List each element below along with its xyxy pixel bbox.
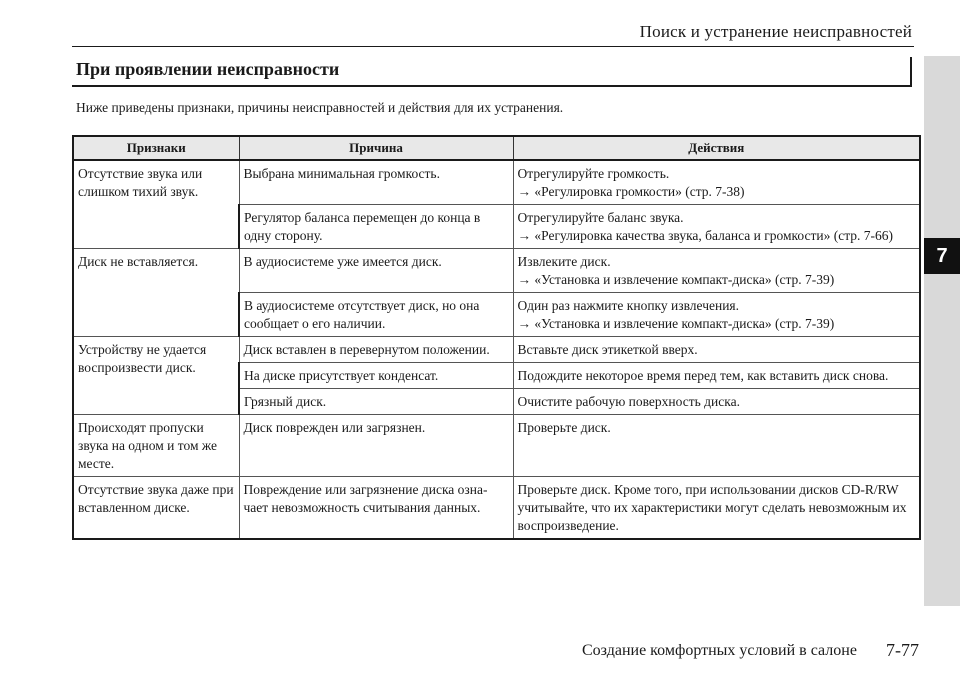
action-line: Отрегулируйте громкость.	[517, 166, 670, 181]
cause-cell: Диск вставлен в перевернутом положении.	[239, 337, 513, 363]
troubleshooting-table	[72, 135, 921, 540]
cause-cell: В аудиосистеме отсутствует диск, но она сообщает о его наличии.	[239, 293, 513, 337]
action-line: Проверьте диск. Кроме того, при использовании дисков CD-R/RW учитывайте, что их характеристики могут сделать невозможным их воспроизведение.	[517, 482, 907, 533]
column-header-cause: Причина	[239, 136, 513, 160]
cause-cell: На диске присутствует конденсат.	[239, 363, 513, 389]
cause-cell: Диск поврежден или загрязнен.	[239, 415, 513, 477]
action-line: Отрегулируйте баланс звука.	[517, 210, 684, 225]
action-cell	[513, 415, 920, 477]
symptom-cell: Происходят пропуски звука на одном и том же месте.	[73, 415, 239, 477]
table-row	[73, 337, 920, 363]
table-row	[73, 415, 920, 477]
intro-paragraph: Ниже приведены признаки, причины неисправностей и действия для их устранения.	[76, 100, 564, 115]
table-row	[73, 477, 920, 540]
footer-chapter-title: Создание комфортных условий в салоне	[582, 642, 857, 659]
action-reference: → «Регулировка громкости» (стр. 7-38)	[517, 184, 745, 199]
action-reference: → «Установка и извлечение компакт-диска» (стр. 7-39)	[517, 316, 835, 331]
action-line: Вставьте диск этикеткой вверх.	[517, 342, 698, 357]
action-line: Подождите некоторое время перед тем, как вставить диск снова.	[517, 368, 889, 383]
page-number: 7-77	[886, 640, 919, 660]
section-title: При проявлении неисправности	[76, 59, 340, 79]
action-cell	[513, 477, 920, 540]
cause-cell: Повреждение или загрязнение диска озна-чает невозможность считывания данных.	[239, 477, 513, 540]
cause-cell: В аудиосистеме уже имеется диск.	[239, 249, 513, 293]
table-header-row	[73, 136, 920, 160]
action-cell	[513, 293, 920, 337]
action-cell	[513, 205, 920, 249]
cause-cell: Регулятор баланса перемещен до конца в одну сторону.	[239, 205, 513, 249]
chapter-side-tab	[924, 56, 960, 606]
chapter-number: 7	[924, 238, 960, 274]
action-cell	[513, 160, 920, 205]
action-cell	[513, 249, 920, 293]
cause-cell: Выбрана минимальная громкость.	[239, 160, 513, 205]
symptom-cell: Отсутствие звука или слишком тихий звук.	[73, 160, 239, 249]
action-cell	[513, 389, 920, 415]
table-row	[73, 160, 920, 205]
header-divider	[72, 46, 914, 47]
action-line: Извлеките диск.	[517, 254, 611, 269]
column-header-symptoms: Признаки	[73, 136, 239, 160]
symptom-cell: Устройству не удается воспроизвести диск.	[73, 337, 239, 415]
action-cell	[513, 363, 920, 389]
action-line: Очистите рабочую поверхность диска.	[517, 394, 740, 409]
running-header: Поиск и устранение неисправностей	[639, 22, 912, 41]
action-reference: → «Регулировка качества звука, баланса и громкости» (стр. 7-66)	[517, 228, 894, 243]
symptom-cell: Отсутствие звука даже при вставленном диске.	[73, 477, 239, 540]
table-row	[73, 249, 920, 293]
action-line: Один раз нажмите кнопку извлечения.	[517, 298, 740, 313]
action-cell	[513, 337, 920, 363]
action-line: Проверьте диск.	[517, 420, 611, 435]
column-header-actions: Действия	[513, 136, 920, 160]
action-reference: → «Установка и извлечение компакт-диска» (стр. 7-39)	[517, 272, 835, 287]
cause-cell: Грязный диск.	[239, 389, 513, 415]
symptom-cell: Диск не вставляется.	[73, 249, 239, 337]
